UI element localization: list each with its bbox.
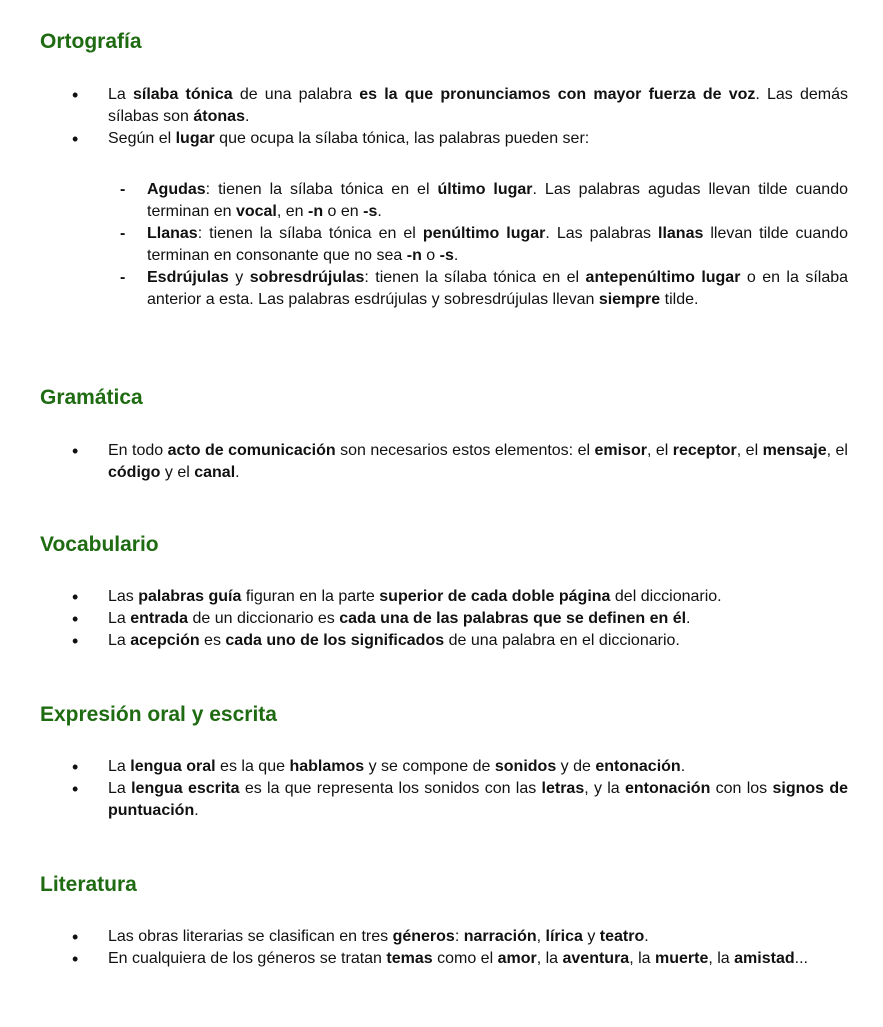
- bold-text: muerte: [655, 950, 709, 967]
- list-item: [108, 778, 848, 822]
- list-item: [108, 630, 848, 652]
- text-run: La: [108, 758, 131, 775]
- bold-text: código: [108, 464, 161, 481]
- bold-text: signos de puntuación: [108, 780, 848, 819]
- bold-text: antepenúltimo lugar: [585, 269, 741, 286]
- text-run: Las: [108, 588, 139, 605]
- section-title-expresion: Expresión oral y escrita: [40, 703, 277, 726]
- bold-text: entrada: [130, 610, 189, 627]
- bold-text: emisor: [594, 442, 647, 459]
- text-run: . Las palabras agudas llevan tilde cuando terminan en: [147, 181, 848, 220]
- bold-text: canal: [194, 464, 236, 481]
- text-run: , en: [276, 203, 308, 220]
- bold-text: llanas: [658, 225, 704, 242]
- bold-text: hablamos: [289, 758, 365, 775]
- bold-text: Agudas: [147, 181, 206, 198]
- bold-text: -n: [406, 247, 422, 264]
- list-item: [108, 84, 848, 128]
- text-run: , y la: [584, 780, 625, 797]
- text-run: , el: [826, 442, 848, 459]
- bold-text: géneros: [392, 928, 455, 945]
- bold-text: penúltimo lugar: [422, 225, 546, 242]
- bold-text: mensaje: [762, 442, 827, 459]
- text-run: .: [194, 802, 199, 819]
- list-item: [108, 608, 848, 630]
- text-run: : tienen la sílaba tónica en el: [364, 269, 586, 286]
- bold-text: acepción: [130, 632, 200, 649]
- bold-text: lugar: [175, 130, 215, 147]
- text-run: de un diccionario es: [188, 610, 340, 627]
- sub-list-item: [147, 179, 848, 223]
- text-run: de una palabra: [232, 86, 360, 103]
- bold-text: superior de cada doble página: [379, 588, 611, 605]
- sub-list-item: [147, 267, 848, 311]
- list-item: [108, 440, 848, 484]
- bold-text: cada uno de los significados: [225, 632, 445, 649]
- bold-text: lírica: [545, 928, 583, 945]
- bold-text: sonidos: [494, 758, 557, 775]
- text-run: ,: [536, 928, 546, 945]
- text-run: , la: [629, 950, 655, 967]
- bold-text: lengua oral: [130, 758, 216, 775]
- ortografia-list: [108, 84, 848, 150]
- text-run: o: [421, 247, 440, 264]
- text-run: La: [108, 610, 131, 627]
- list-item: [108, 586, 848, 608]
- section-title-gramatica: Gramática: [40, 386, 143, 409]
- text-run: En cualquiera de los géneros se tratan: [108, 950, 387, 967]
- bold-text: átonas: [193, 108, 245, 125]
- text-run: , el: [736, 442, 763, 459]
- bold-text: Esdrújulas: [147, 269, 229, 286]
- bold-text: vocal: [235, 203, 277, 220]
- text-run: y de: [556, 758, 596, 775]
- sub-list-item: [147, 223, 848, 267]
- text-run: :: [454, 928, 464, 945]
- text-run: de una palabra en el diccionario.: [444, 632, 680, 649]
- list-item: [108, 948, 848, 970]
- text-run: : tienen la sílaba tónica en el: [197, 225, 423, 242]
- bold-text: amistad: [734, 950, 795, 967]
- text-run: .: [453, 247, 459, 264]
- list-item: [108, 128, 848, 150]
- vocabulario-list: [108, 586, 848, 652]
- text-run: : tienen la sílaba tónica en el: [205, 181, 438, 198]
- bold-text: aventura: [562, 950, 630, 967]
- bold-text: cada una de las palabras que se definen en él: [339, 610, 687, 627]
- bold-text: receptor: [672, 442, 737, 459]
- list-item: [108, 756, 848, 778]
- text-run: o en la sílaba anterior a esta. Las palabras esdrújulas y sobresdrújulas llevan: [147, 269, 849, 308]
- bold-text: letras: [541, 780, 585, 797]
- literatura-list: [108, 926, 848, 970]
- text-run: o en: [323, 203, 364, 220]
- bold-text: sobresdrújulas: [249, 269, 365, 286]
- bold-text: amor: [497, 950, 537, 967]
- ortografia-sublist: [147, 179, 848, 311]
- text-run: con los: [710, 780, 773, 797]
- list-item: [108, 926, 848, 948]
- section-title-vocabulario: Vocabulario: [40, 533, 159, 556]
- bold-text: temas: [386, 950, 433, 967]
- bold-text: acto de comunicación: [167, 442, 336, 459]
- bold-text: último lugar: [437, 181, 533, 198]
- bold-text: teatro: [599, 928, 645, 945]
- bold-text: sílaba tónica: [132, 86, 233, 103]
- text-run: y el: [160, 464, 195, 481]
- text-run: .: [644, 928, 649, 945]
- gramatica-list: [108, 440, 848, 484]
- bold-text: narración: [463, 928, 537, 945]
- bold-text: entonación: [595, 758, 681, 775]
- text-run: . Las palabras: [545, 225, 659, 242]
- text-run: La: [108, 780, 132, 797]
- bold-text: siempre: [598, 291, 661, 308]
- text-run: .: [680, 758, 686, 775]
- section-title-literatura: Literatura: [40, 873, 137, 896]
- text-run: .: [235, 464, 240, 481]
- text-run: Según el: [108, 130, 176, 147]
- text-run: y: [582, 928, 600, 945]
- text-run: Las obras literarias se clasifican en tres: [108, 928, 393, 945]
- text-run: ...: [794, 950, 808, 967]
- bold-text: palabras guía: [138, 588, 242, 605]
- text-run: En todo: [108, 442, 168, 459]
- text-run: .: [686, 610, 691, 627]
- bold-text: -s: [439, 247, 454, 264]
- text-run: tilde.: [660, 291, 699, 308]
- text-run: La: [108, 86, 133, 103]
- text-run: llevan tilde cuando terminan en consonante que no sea: [147, 225, 849, 264]
- text-run: como el: [432, 950, 498, 967]
- bold-text: Llanas: [147, 225, 198, 242]
- text-run: es la que representa los sonidos con las: [239, 780, 542, 797]
- bold-text: -s: [363, 203, 378, 220]
- text-run: , la: [708, 950, 735, 967]
- text-run: que ocupa la sílaba tónica, las palabras pueden ser:: [214, 130, 590, 147]
- text-run: es la que: [215, 758, 290, 775]
- text-run: del diccionario.: [610, 588, 722, 605]
- expresion-list: [108, 756, 848, 822]
- bold-text: entonación: [625, 780, 711, 797]
- text-run: .: [244, 108, 250, 125]
- text-run: y: [228, 269, 250, 286]
- bold-text: -n: [308, 203, 324, 220]
- text-run: figuran en la parte: [241, 588, 380, 605]
- text-run: es: [199, 632, 226, 649]
- text-run: son necesarios estos elementos: el: [335, 442, 595, 459]
- text-run: . Las demás sílabas son: [108, 86, 849, 125]
- text-run: , el: [646, 442, 673, 459]
- text-run: y se compone de: [364, 758, 495, 775]
- bold-text: lengua escrita: [131, 780, 240, 797]
- section-title-ortografia: Ortografía: [40, 30, 142, 53]
- bold-text: es la que pronunciamos con mayor fuerza de voz: [359, 86, 756, 103]
- text-run: .: [377, 203, 382, 220]
- text-run: La: [108, 632, 131, 649]
- text-run: , la: [536, 950, 563, 967]
